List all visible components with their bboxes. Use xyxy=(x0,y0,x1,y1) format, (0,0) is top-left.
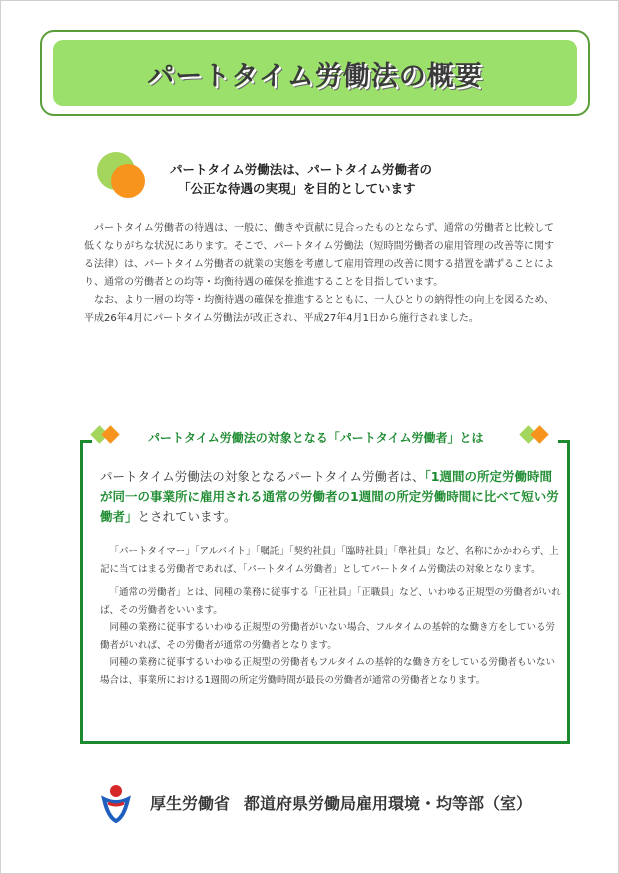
definition-notes xyxy=(100,543,562,689)
intro-text xyxy=(84,220,554,328)
intro-paragraph-2: なお、より一層の均等・均衡待遇の確保を推進するとともに、一人ひとりの納得性の向上を図るため、平成26年4月にパートタイム労働法が改正され、平成27年4月1日から施行されました。 xyxy=(84,295,554,324)
definition-post: とされています。 xyxy=(137,509,237,524)
footer-ministry: 厚生労働省 xyxy=(150,794,231,813)
footer-dept: 都道府県労働局雇用環境・均等部（室） xyxy=(244,794,533,813)
note-paragraph-4: 同種の業務に従事するいわゆる正規型の労働者もフルタイムの基幹的な働き方をしている労働者もいない場合は、事業所における1週間の所定労働時間が最長の労働者が通常の労働者となります。 xyxy=(100,657,556,686)
intro-paragraph-1: パートタイム労働者の待遇は、一般に、働きや貢献に見合ったものとならず、通常の労働者と比較して低くなりがちな状況にあります。そこで、パートタイム労働法（短時間労働者の雇用管理の改善等に関する法律）は、パートタイム労働者の就業の実態を考慮して雇用管理の改善に関する措置を講ずることにより、通常の労働者との均等・均衡待遇の確保を推進することを目指しています。 xyxy=(84,223,554,288)
title-frame xyxy=(40,30,590,116)
box-heading: パートタイム労働法の対象となる「パートタイム労働者」とは xyxy=(148,431,484,445)
note-paragraph-2: 「通常の労働者」とは、同種の業務に従事する「正社員」「正職員」など、いわゆる正規型の労働者がいれば、その労働者をいいます。 xyxy=(100,587,561,616)
definition-pre: パートタイム労働法の対象となるパートタイム労働者は、 xyxy=(100,469,425,484)
note-paragraph-3: 同種の業務に従事するいわゆる正規型の労働者がいない場合、フルタイムの基幹的な働き方をしている労働者がいれば、その労働者が通常の労働者となります。 xyxy=(100,622,556,651)
ministry-logo-icon xyxy=(98,783,134,823)
note-paragraph-1: 「パートタイマー」「アルバイト」「嘱託」「契約社員」「臨時社員」「準社員」など、名称にかかわらず、上記に当てはまる労働者であれば、「パートタイム労働者」としてパートタイム労働法の対象となります。 xyxy=(100,546,559,575)
box-top-right-edge xyxy=(558,440,570,443)
box-top-left-edge xyxy=(80,440,92,443)
definition-highlight: 「1週間の所定労働時間が同一の事業所に雇用される通常の労働者の1週間の所定労働時間に比べて短い労働者」 xyxy=(100,469,559,524)
lead-line-1: パートタイム労働法は、パートタイム労働者の xyxy=(170,162,433,177)
page-title: パートタイム労働法の概要 xyxy=(147,60,483,92)
lead-statement xyxy=(170,160,490,198)
footer-text xyxy=(150,791,570,814)
title-band xyxy=(53,40,577,106)
orange-circle-decoration xyxy=(111,164,145,198)
lead-line-2: 「公正な待遇の実現」を目的としています xyxy=(178,181,416,196)
definition-statement xyxy=(100,467,560,527)
